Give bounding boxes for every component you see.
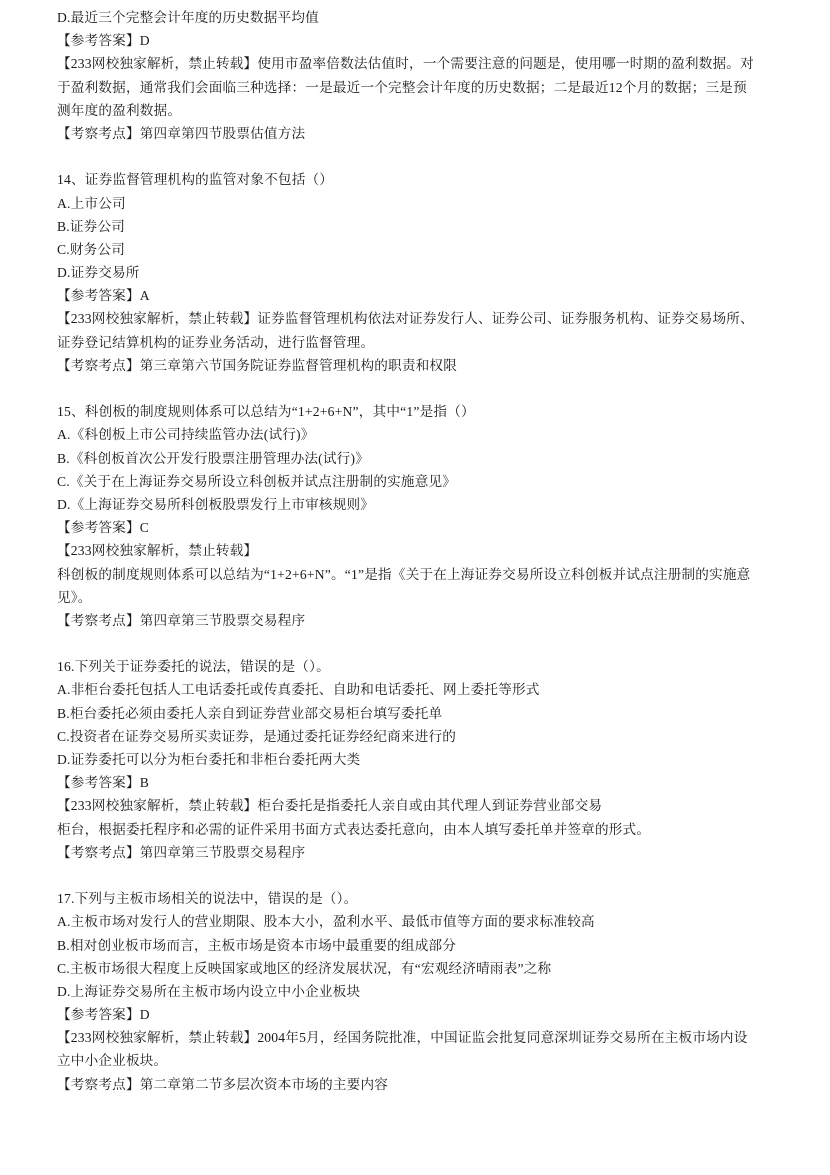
analysis-label-line: 【233网校独家解析，禁止转载】	[57, 543, 258, 559]
option-c: C.主板市场很大程度上反映国家或地区的经济发展状况，有“宏观经济晴雨表”之称	[57, 960, 552, 976]
answer-line	[57, 1003, 775, 1026]
point-text: 第四章第四节股票估值方法	[139, 125, 306, 141]
point-text: 第三章第六节国务院证券监督管理机构的职责和权限	[139, 357, 458, 373]
document-page	[57, 6, 775, 1096]
answer-line	[57, 284, 775, 307]
analysis-line: 测年度的盈利数据。	[57, 102, 182, 118]
analysis-line: 于盈利数据，通常我们会面临三种选择：一是最近一个完整会计年度的历史数据；二是最近12个月的数据；三是预	[57, 79, 747, 95]
option-d: D.《上海证券交易所科创板股票发行上市审核规则》	[57, 496, 375, 512]
option-d: D.最近三个完整会计年度的历史数据平均值	[57, 10, 319, 25]
analysis-line: 立中小企业板块。	[57, 1053, 168, 1069]
analysis-label: 【233网校独家解析，禁止转载】	[57, 1030, 258, 1046]
analysis-label: 【233网校独家解析，禁止转载】	[57, 311, 258, 327]
question-15	[57, 400, 775, 632]
analysis-line	[57, 52, 775, 75]
point-label: 【考察考点】	[57, 612, 140, 628]
option-b: B.柜台委托必须由委托人亲自到证券营业部交易柜台填写委托单	[57, 705, 443, 721]
point-line	[57, 1073, 775, 1096]
analysis-line	[57, 794, 775, 817]
point-text: 第二章第二节多层次资本市场的主要内容	[139, 1076, 389, 1092]
spacer	[57, 632, 775, 655]
answer-label: 【参考答案】	[57, 288, 140, 304]
spacer	[57, 377, 775, 400]
point-line	[57, 354, 775, 377]
question-stem: 16.下列关于证券委托的说法，错误的是（）。	[57, 659, 330, 675]
point-text: 第四章第三节股票交易程序	[139, 612, 306, 628]
option-d: D.上海证券交易所在主板市场内设立中小企业板块	[57, 983, 361, 999]
question-stem: 15、科创板的制度规则体系可以总结为“1+2+6+N”，其中“1”是指（）	[57, 404, 475, 420]
analysis-text: 使用市盈率倍数法估值时，一个需要注意的问题是，使用哪一时期的盈利数据。对	[257, 56, 754, 72]
analysis-text: 2004年5月，经国务院批准，中国证监会批复同意深圳证券交易所在主板市场内设	[257, 1030, 748, 1046]
answer-value: A	[139, 288, 150, 304]
question-stem: 14、证券监督管理机构的监管对象不包括（）	[57, 172, 334, 188]
answer-label: 【参考答案】	[57, 1007, 140, 1023]
spacer	[57, 145, 775, 168]
option-b: B.《科创板首次公开发行股票注册管理办法(试行)》	[57, 450, 369, 466]
answer-line	[57, 516, 775, 539]
option-c: C.《关于在上海证券交易所设立科创板并试点注册制的实施意见》	[57, 473, 457, 489]
question-17	[57, 887, 775, 1096]
answer-line	[57, 29, 775, 52]
answer-label: 【参考答案】	[57, 775, 140, 791]
analysis-line: 科创板的制度规则体系可以总结为“1+2+6+N”。“1”是指《关于在上海证券交易所设立科创板并试点注册制的实施意	[57, 566, 751, 582]
option-a: A.《科创板上市公司持续监管办法(试行)》	[57, 427, 315, 443]
option-a: A.主板市场对发行人的营业期限、股本大小，盈利水平、最低市值等方面的要求标准较高	[57, 914, 595, 930]
option-d: D.证券交易所	[57, 265, 140, 281]
answer-value: C	[139, 520, 150, 536]
analysis-line: 见》。	[57, 589, 92, 605]
analysis-label: 【233网校独家解析，禁止转载】	[57, 798, 258, 814]
analysis-line: 证券登记结算机构的证券业务活动，进行监督管理。	[57, 334, 375, 350]
point-line	[57, 609, 775, 632]
point-label: 【考察考点】	[57, 844, 140, 860]
analysis-text: 柜台委托是指委托人亲自或由其代理人到证券营业部交易	[257, 798, 603, 814]
analysis-text: 证券监督管理机构依法对证券发行人、证券公司、证券服务机构、证券交易场所、	[257, 311, 754, 327]
answer-line	[57, 771, 775, 794]
analysis-label: 【233网校独家解析，禁止转载】	[57, 56, 258, 72]
question-16	[57, 655, 775, 864]
point-text: 第四章第三节股票交易程序	[139, 844, 306, 860]
point-line	[57, 841, 775, 864]
point-label: 【考察考点】	[57, 125, 140, 141]
question-13-tail	[57, 6, 775, 145]
analysis-line	[57, 1026, 775, 1049]
option-b: B.相对创业板市场而言，主板市场是资本市场中最重要的组成部分	[57, 937, 457, 953]
answer-label: 【参考答案】	[57, 520, 140, 536]
option-c: C.投资者在证券交易所买卖证券，是通过委托证券经纪商来进行的	[57, 728, 457, 744]
point-label: 【考察考点】	[57, 1076, 140, 1092]
question-stem: 17.下列与主板市场相关的说法中，错误的是（）。	[57, 891, 358, 907]
answer-label: 【参考答案】	[57, 33, 140, 49]
spacer	[57, 864, 775, 887]
option-b: B.证券公司	[57, 218, 126, 234]
analysis-line	[57, 307, 775, 330]
point-line	[57, 122, 775, 145]
answer-value: D	[139, 33, 150, 49]
question-14	[57, 168, 775, 377]
option-d: D.证券委托可以分为柜台委托和非柜台委托两大类	[57, 752, 361, 767]
answer-value: D	[139, 1007, 150, 1023]
analysis-line: 柜台，根据委托程序和必需的证件采用书面方式表达委托意向，由本人填写委托单并签章的形式。	[57, 821, 651, 837]
point-label: 【考察考点】	[57, 357, 140, 373]
answer-value: B	[139, 775, 150, 791]
option-c: C.财务公司	[57, 241, 126, 257]
option-a: A.非柜台委托包括人工电话委托或传真委托、自助和电话委托、网上委托等形式	[57, 682, 540, 698]
option-a: A.上市公司	[57, 195, 126, 211]
